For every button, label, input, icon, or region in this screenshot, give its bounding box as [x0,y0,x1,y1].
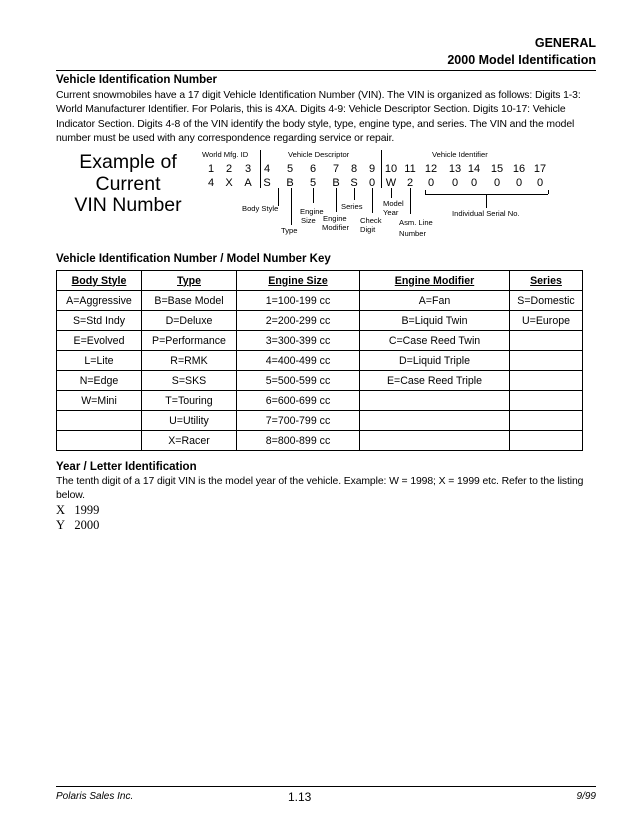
vin-position-number: 8 [350,163,358,175]
example-title-line1: Example of [79,151,177,173]
vin-character: 0 [536,177,544,189]
table-cell [510,331,583,351]
vin-character: X [225,177,233,189]
label-series: Series [341,202,363,211]
table-cell: S=SKS [142,371,237,391]
year-heading: Year / Letter Identification [56,461,197,473]
column-header: Series [510,271,583,291]
table-cell: 2=200-299 cc [237,311,360,331]
table-cell: U=Europe [510,311,583,331]
separator-descriptor [381,150,382,188]
table-cell: D=Deluxe [142,311,237,331]
table-cell [57,431,142,451]
world-mfg-label: World Mfg. ID [202,150,249,159]
label-asm-2: Number [399,229,427,238]
vin-character: 0 [368,177,376,189]
table-cell: U=Utility [142,411,237,431]
table-cell: A=Aggressive [57,291,142,311]
table-row [57,391,583,411]
column-header: Engine Size [237,271,360,291]
table-cell: X=Racer [142,431,237,451]
table-cell: 7=700-799 cc [237,411,360,431]
year-value: 1999 [74,503,100,517]
vin-character: S [350,177,358,189]
table-cell: E=Case Reed Triple [360,371,510,391]
column-header: Type [142,271,237,291]
vin-position-number: 3 [244,163,252,175]
vin-position-number: 6 [309,163,317,175]
vin-position-number: 15 [490,163,504,175]
table-cell [510,431,583,451]
tick-check-digit [372,188,373,213]
year-description: The tenth digit of a 17 digit VIN is the model year of the vehicle. Example: W = 1998; X = 1999 etc. Refer to the listing below. [56,476,584,502]
vin-position-number: 9 [368,163,376,175]
year-value: 2000 [74,518,100,532]
table-cell [360,411,510,431]
vin-character: 0 [493,177,501,189]
tick-engine-size [313,188,314,203]
table-cell: 4=400-499 cc [237,351,360,371]
vehicle-identifier-label: Vehicle Identifier [432,150,488,159]
vin-position-number: 1 [207,163,215,175]
table-cell [510,351,583,371]
label-engine-size-2: Size [301,216,316,225]
table-cell: T=Touring [142,391,237,411]
example-title-line3: VIN Number [74,194,182,216]
table-cell: A=Fan [360,291,510,311]
page-title: 2000 Model Identification [447,53,596,67]
separator-world [260,150,261,188]
footer-rule [56,786,596,787]
table-cell [510,371,583,391]
column-header: Engine Modifier [360,271,510,291]
label-type: Type [281,226,298,235]
vin-description: Current snowmobiles have a 17 digit Vehicle Identification Number (VIN). The VIN is organized as follows: Digits 1-3: World Manufacturer Identifier. For Polaris, this is 4XA. Digits 4-9: Vehicle Descriptor Section. Digits 10-17: Vehicle Indicator Section. Digits 4-8 of the VIN identify the body style, type, engine type, and series. The VIN and the model number must be used with any correspondence regarding service or repair. [56,90,581,144]
table-row [57,371,583,391]
vin-position-number: 7 [332,163,340,175]
label-engine-modifier-2: Modifier [322,223,350,232]
table-cell [360,391,510,411]
vehicle-descriptor-label: Vehicle Descriptor [288,150,350,159]
vin-position-number: 10 [384,163,398,175]
table-cell: R=RMK [142,351,237,371]
table-cell: 6=600-699 cc [237,391,360,411]
vin-position-number: 4 [263,163,271,175]
vin-character: B [286,177,294,189]
example-title-line2: Current [95,172,161,195]
table-cell: D=Liquid Triple [360,351,510,371]
table-cell: S=Std Indy [57,311,142,331]
serial-brace-right [548,190,549,194]
table-cell [57,411,142,431]
vin-character: 5 [309,177,317,189]
vin-character: S [263,177,271,189]
year-letter: X [56,503,66,517]
year-list-item [56,503,99,518]
footer-page-number: 1.13 [288,790,312,804]
label-serial: Individual Serial No. [452,209,520,218]
label-engine-modifier-1: Engine [323,214,347,223]
table-cell: P=Performance [142,331,237,351]
year-list-item [56,518,99,533]
vin-character: 0 [451,177,459,189]
vin-position-number: 11 [404,163,416,175]
table-cell: B=Base Model [142,291,237,311]
section-title: GENERAL [534,36,596,50]
vin-character: 4 [207,177,215,189]
table-row [57,331,583,351]
tick-engine-modifier [336,188,337,212]
table-cell [360,431,510,451]
vin-character: W [385,177,397,189]
vin-character: A [244,177,252,189]
table-cell: 5=500-599 cc [237,371,360,391]
example-title [56,152,200,217]
tick-asm-line [410,188,411,214]
table-cell [510,391,583,411]
vin-position-number: 5 [286,163,294,175]
table-cell: S=Domestic [510,291,583,311]
table-cell: L=Lite [57,351,142,371]
label-body-style: Body Style [242,204,279,213]
vin-position-number: 13 [448,163,462,175]
label-model-1: Model [383,199,404,208]
table-row [57,411,583,431]
tick-series [354,188,355,200]
table-cell: 1=100-199 cc [237,291,360,311]
label-asm-1: Asm. Line [399,218,433,227]
vin-position-number: 17 [533,163,547,175]
label-check-1: Check [360,216,382,225]
vin-position-number: 16 [512,163,526,175]
table-cell: N=Edge [57,371,142,391]
serial-brace-stem [486,194,487,208]
model-key-table [56,270,583,451]
tick-model-year [391,188,392,198]
table-row [57,311,583,331]
table-row [57,351,583,371]
header-rule [56,70,596,71]
vin-character: 0 [470,177,478,189]
table-cell: E=Evolved [57,331,142,351]
tick-type [291,188,292,225]
vin-character: 0 [515,177,523,189]
table-cell: C=Case Reed Twin [360,331,510,351]
table-cell: 3=300-399 cc [237,331,360,351]
vin-heading: Vehicle Identification Number [56,74,218,86]
label-model-2: Year [383,208,399,217]
vin-character: 2 [406,177,414,189]
footer-company: Polaris Sales Inc. [56,791,134,802]
footer-date: 9/99 [576,791,596,802]
vin-position-number: 2 [225,163,233,175]
label-engine-size-1: Engine [300,207,324,216]
table-header-row [57,271,583,291]
key-heading: Vehicle Identification Number / Model Number Key [56,253,331,265]
table-cell [510,411,583,431]
table-cell: W=Mini [57,391,142,411]
table-cell: 8=800-899 cc [237,431,360,451]
year-letter: Y [56,518,66,532]
table-row [57,291,583,311]
table-cell: B=Liquid Twin [360,311,510,331]
vin-character: B [332,177,340,189]
vin-position-number: 14 [467,163,481,175]
serial-brace-left [425,190,426,194]
label-check-2: Digit [360,225,376,234]
table-row [57,431,583,451]
vin-character: 0 [427,177,435,189]
vin-position-number: 12 [424,163,438,175]
column-header: Body Style [57,271,142,291]
